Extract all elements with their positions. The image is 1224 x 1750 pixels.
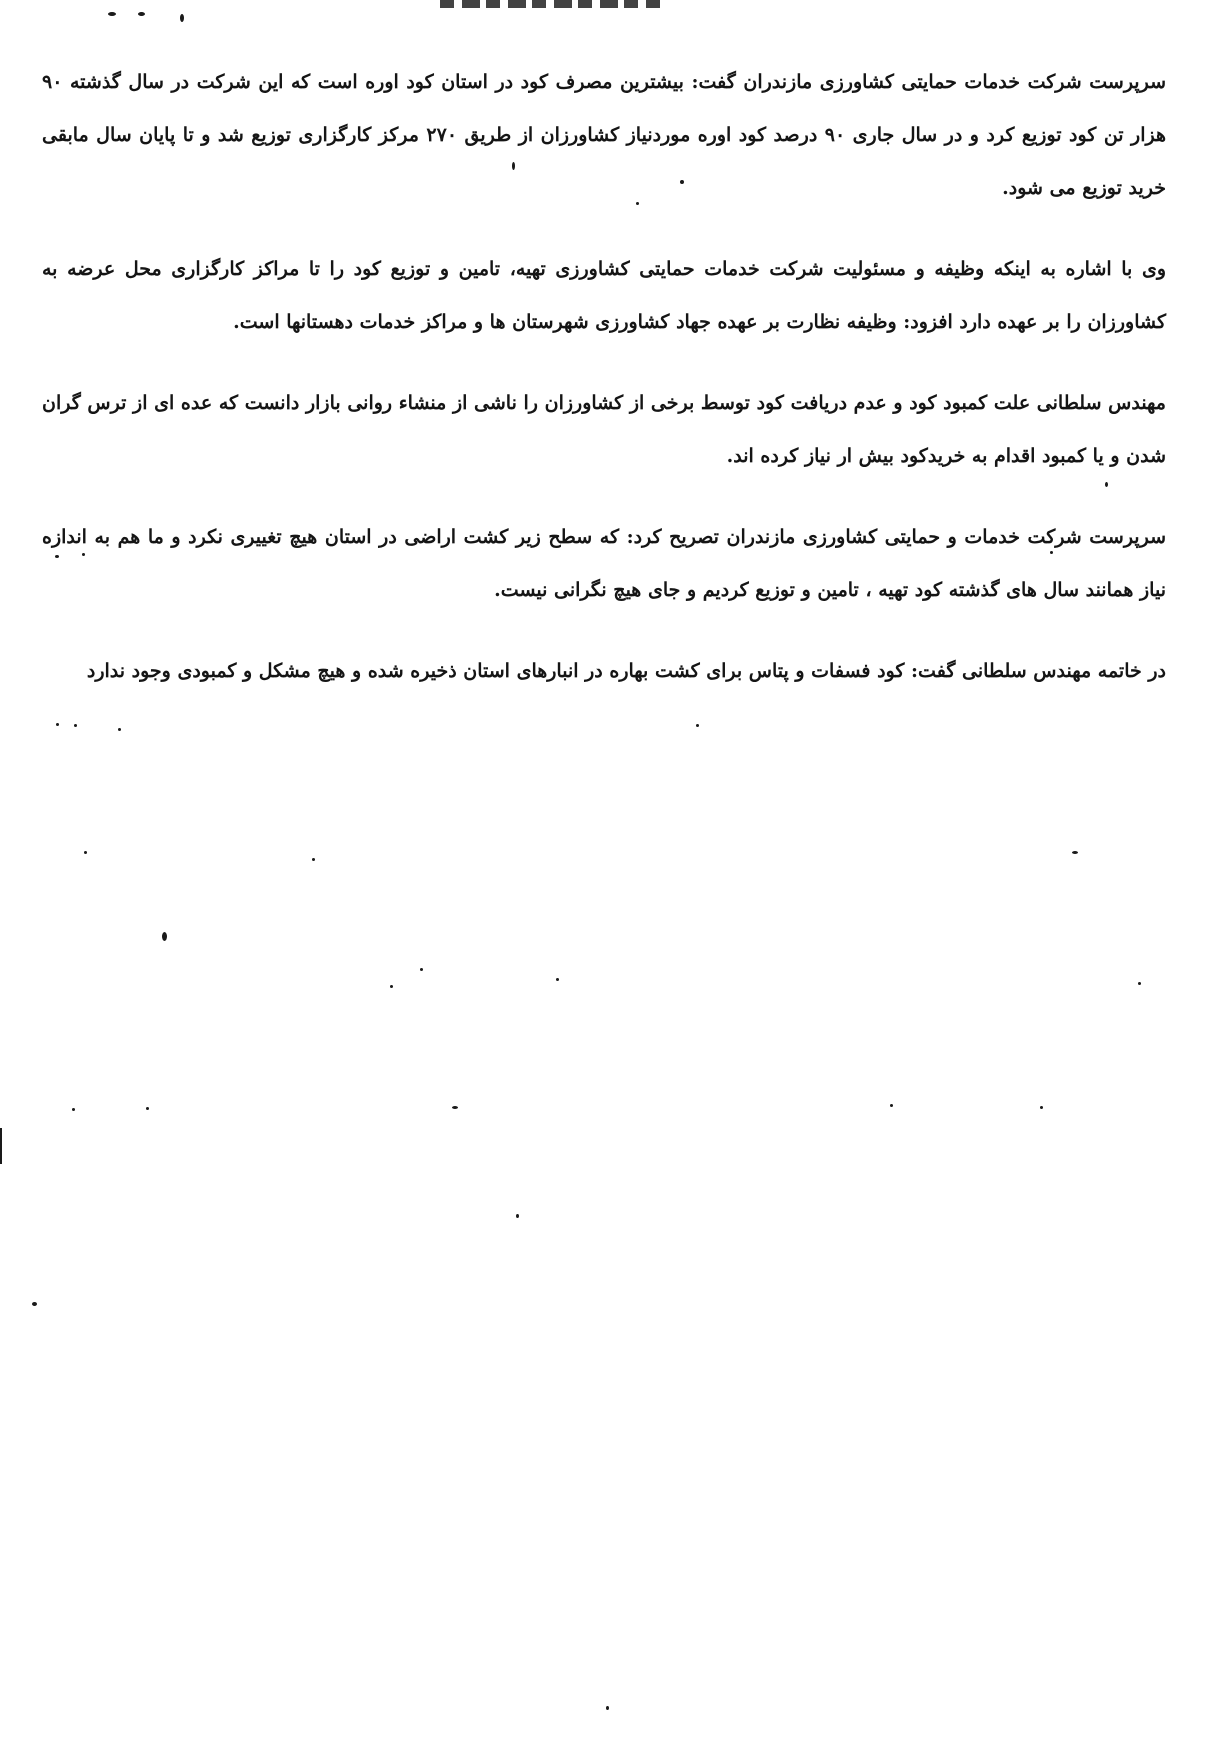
scan-speck (390, 985, 393, 988)
scan-speck (516, 1214, 519, 1218)
scan-speck (606, 1706, 609, 1710)
scan-speck (56, 723, 59, 726)
scan-speck (32, 1302, 37, 1306)
scan-speck (1040, 1106, 1043, 1109)
paragraph-1: سرپرست شرکت خدمات حمایتی کشاورزی مازندران گفت: بیشترین مصرف کود در استان کود اوره است که این شرکت در سال گذشته ۹۰ هزار تن کود توزیع کرد و در سال جاری ۹۰ درصد کود اوره موردنیاز کشاورزان از طریق ۲۷۰ مرکز کارگزاری توزیع شد و تا پایان سال مابقی خرید توزیع می شود. (42, 71, 1166, 199)
scan-speck (1050, 551, 1053, 554)
article-body (42, 56, 1166, 698)
scan-speck (452, 1106, 458, 1109)
paragraph-3: مهندس سلطانی علت کمبود کود و عدم دریافت کود توسط برخی از کشاورزان را ناشی از منشاء روانی بازار دانست که عده ای از ترس گران شدن و یا کمبود اقدام به خریدکود بیش ار نیاز کرده اند. (42, 392, 1166, 467)
scan-speck (890, 1104, 893, 1107)
scan-speck (1138, 982, 1141, 985)
cropped-header-line (440, 0, 660, 8)
scan-speck (556, 978, 559, 981)
scan-speck (680, 180, 684, 184)
scan-speck (84, 851, 87, 854)
scan-margin-mark (0, 1128, 2, 1164)
scan-speck (74, 724, 77, 727)
scan-speck (1072, 851, 1078, 854)
scan-speck (636, 202, 639, 205)
scan-speck (72, 1108, 75, 1111)
paragraph-5: در خاتمه مهندس سلطانی گفت: کود فسفات و پتاس برای کشت بهاره در انبارهای استان ذخیره شده و هیچ مشکل و کمبودی وجود ندارد (86, 660, 1166, 682)
paragraph-2: وی با اشاره به اینکه وظیفه و مسئولیت شرکت خدمات حمایتی کشاورزی تهیه، تامین و توزیع کود را تا مراکز کارگزاری محل عرضه به کشاورزان را بر عهده دارد افزود: وظیفه نظارت بر عهده جهاد کشاورزی شهرستان ها و مراکز خدمات دهستانها است. (42, 258, 1166, 333)
scan-speck (162, 932, 167, 941)
scan-speck (180, 14, 184, 22)
scan-speck (138, 12, 145, 16)
scan-speck (696, 724, 699, 727)
paragraph-4: سرپرست شرکت خدمات و حمایتی کشاورزی مازندران تصریح کرد: که سطح زیر کشت اراضی در استان هیچ تغییری نکرد و ما هم به اندازه نیاز همانند سال های گذشته کود تهیه ، تامین و توزیع کردیم و جای هیچ نگرانی نیست. (42, 526, 1166, 601)
scan-speck (1105, 482, 1108, 487)
scan-speck (420, 968, 423, 971)
scan-speck (82, 553, 85, 556)
scan-speck (146, 1107, 149, 1110)
scan-speck (55, 555, 59, 558)
scan-speck (118, 728, 121, 731)
scan-speck (108, 12, 116, 16)
scan-speck (312, 858, 315, 861)
scan-speck (512, 162, 515, 170)
